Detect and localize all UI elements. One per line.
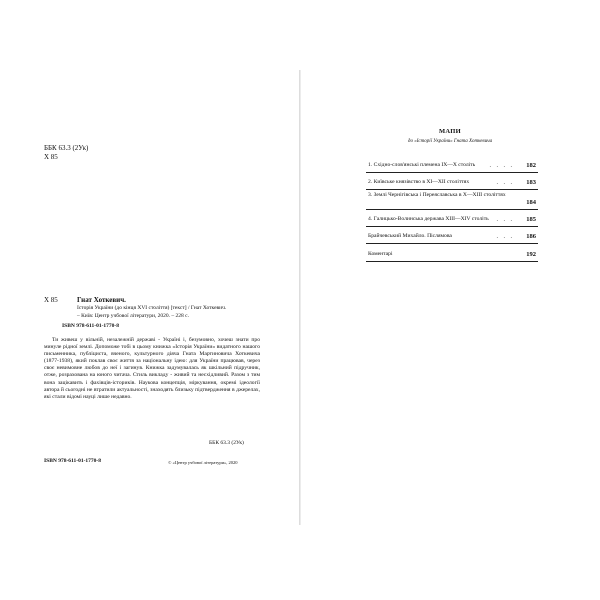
isbn-bottom: ISBN 978-611-01-1770-8 [44, 458, 101, 464]
toc-row[interactable] [366, 243, 538, 262]
toc-page-number: 182 [526, 162, 536, 169]
author-code-top: Х 85 [44, 153, 58, 161]
toc-label: 1. Східно-слов'янські племена IX—X століть [368, 162, 476, 168]
book-annotation: Ти живеш у вільній, незалежній державі - Україні і, безумовно, хочеш знати про минуле рідної землі. Допоможе тобі в цьому книжка «Історія України» видатного нашого письменника, публіциста, вченого, культурного діяча Гната Мартиновича Хоткевича (1877-1938), який поклав своє життя за національну ідею: для України працював, через своє невимовне любов до неї і загинув. Книжка задумувалась як шкільний підручник, отже, розрахована на юного читача. Стиль викладу - живий та несхідливий. Разом з тим вона зацікавить і фахівців-істориків. Наукова концепція, міркування, окремі ідеології автора й сьогодні не втратили актуальності, знаходять близьку підтвердження в джерелах, які стали відомі науці лише недавно. [44, 337, 260, 400]
toc-row[interactable] [366, 172, 538, 190]
toc-row[interactable] [366, 189, 538, 210]
toc-page-number: 192 [526, 251, 536, 258]
maps-subtitle: до «Історії України» Гната Хоткевича [407, 139, 493, 144]
toc-row[interactable] [366, 155, 538, 173]
catalog-description-1: Історія України (до кінця XVI століття) [текст] / Гнат Хоткевич. [77, 305, 227, 311]
toc-page-number: 183 [526, 179, 536, 186]
toc-page-number: 184 [526, 199, 536, 206]
isbn-main: ISBN 978-611-01-1770-8 [62, 323, 119, 329]
toc-page-number: 186 [526, 233, 536, 240]
toc-label: Коментарі [368, 251, 393, 257]
maps-title: МАПИ [439, 128, 461, 135]
catalog-author: Гнат Хоткевич. [77, 296, 126, 304]
toc-label: 3. Землі Чернігівська і Переяславська в X—XIII століттях [368, 192, 506, 198]
toc-leader-dots: . . . [496, 180, 514, 186]
toc-leader-dots: . . . [496, 234, 514, 240]
toc-page-number: 185 [526, 216, 536, 223]
copyright-line: © «Центр учбової літератури», 2020 [168, 460, 238, 465]
toc-leader-dots: . . . [496, 217, 514, 223]
toc-label: Брайчевський Михайло. Післямова [368, 233, 452, 239]
margin-author-code: Х 85 [44, 296, 58, 304]
catalog-description-2: – Київ: Центр учбової літератури, 2020. – 228 с. [77, 313, 190, 319]
toc-leader-dots: . . . . [489, 163, 514, 169]
toc-label: 2. Київське князівство в XI—XII століттях [368, 179, 470, 185]
bbk-code-top: ББК 63.3 (2Ук) [44, 144, 89, 152]
toc-label: 4. Галицько-Волинська держава XIII—XIV століть [368, 216, 489, 222]
bbk-code-bottom: ББК 63.3 (2Ук) [209, 440, 244, 446]
toc-row[interactable] [366, 209, 538, 227]
toc-row[interactable] [366, 226, 538, 244]
